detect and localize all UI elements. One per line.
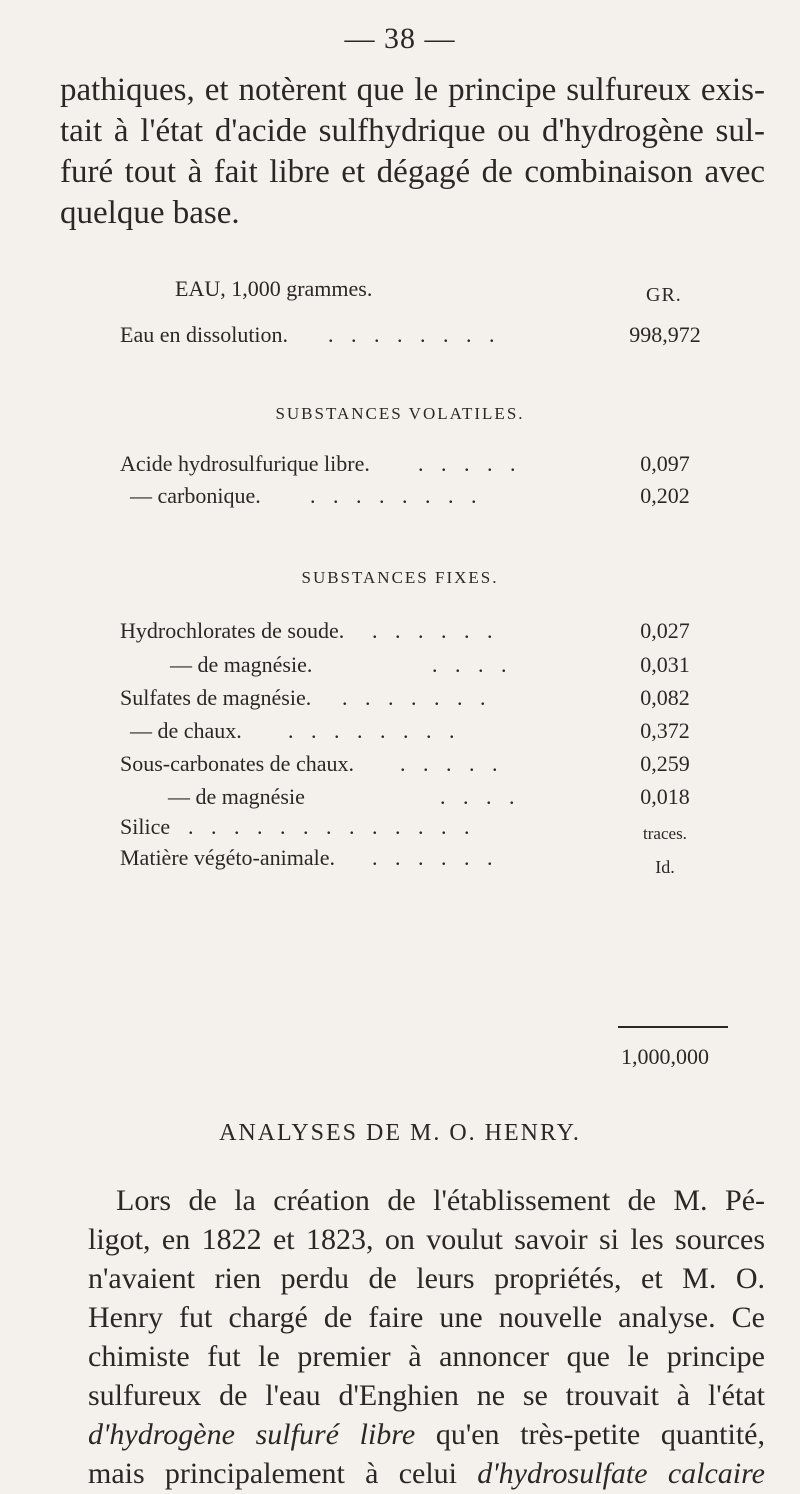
table-row bbox=[0, 322, 800, 350]
fixes-heading: SUBSTANCES FIXES. bbox=[301, 568, 499, 587]
row-label: — carbonique. bbox=[130, 483, 261, 508]
row-label: — de magnésie bbox=[168, 784, 305, 809]
table-row bbox=[0, 451, 800, 479]
table-header: EAU, 1,000 grammes. bbox=[175, 276, 373, 301]
row-label: — de chaux. bbox=[130, 718, 242, 743]
italic-phrase: d'hydrosulfate calcaire bbox=[477, 1457, 765, 1490]
row-label: — de magnésie. bbox=[170, 652, 313, 677]
volatiles-heading: SUBSTANCES VOLATILES. bbox=[275, 404, 525, 423]
row-value: traces. bbox=[643, 824, 687, 843]
intro-line: tait à l'état d'acide sulfhydrique ou d'hydrogène sul- bbox=[60, 113, 765, 149]
body-line-rest: qu'en très-petite quantité, bbox=[415, 1418, 765, 1451]
row-value: Id. bbox=[655, 857, 675, 877]
table-row bbox=[0, 845, 800, 877]
leader-dots: . . . . . . . . . . . . . bbox=[188, 814, 476, 839]
row-value: 0,082 bbox=[640, 685, 690, 710]
row-label: Eau en dissolution. bbox=[120, 322, 289, 347]
leader-dots: . . . . bbox=[440, 784, 521, 809]
table-row bbox=[0, 618, 800, 646]
intro-line: pathiques, et notèrent que le principe sulfureux exis- bbox=[60, 72, 765, 108]
row-label: Matière végéto-animale. bbox=[120, 845, 336, 870]
intro-line: quelque base. bbox=[60, 195, 240, 231]
page-number: — 38 — bbox=[344, 22, 456, 55]
leader-dots: . . . . . bbox=[400, 751, 504, 776]
unit-label: GR. bbox=[646, 284, 682, 306]
body-line: Lors de la création de l'établissement de M. Pé- bbox=[116, 1184, 765, 1217]
italic-phrase: d'hydrogène sulfuré libre bbox=[88, 1418, 416, 1451]
leader-dots: . . . . . . . . bbox=[288, 718, 461, 743]
body-line: sulfureux de l'eau d'Enghien ne se trouvait à l'état bbox=[88, 1379, 765, 1412]
leader-dots: . . . . . bbox=[418, 451, 522, 476]
table-row bbox=[0, 652, 800, 680]
intro-paragraph bbox=[60, 70, 765, 234]
body-line bbox=[88, 1415, 765, 1454]
row-label: Silice bbox=[120, 814, 171, 839]
intro-line: furé tout à fait libre et dégagé de combinaison avec bbox=[60, 154, 765, 190]
body-line: Henry fut chargé de faire une nouvelle analyse. Ce bbox=[88, 1301, 765, 1334]
row-value: 0,018 bbox=[640, 784, 690, 809]
table-row bbox=[0, 751, 800, 779]
total-rule bbox=[618, 1026, 728, 1028]
table-row bbox=[0, 784, 800, 812]
table-row bbox=[0, 483, 800, 511]
body-line: ligot, en 1822 et 1823, on voulut savoir si les sources bbox=[88, 1223, 765, 1256]
leader-dots: . . . . bbox=[432, 652, 513, 677]
body-paragraph bbox=[88, 1181, 765, 1493]
row-value: 0,202 bbox=[640, 483, 690, 508]
row-value: 0,031 bbox=[640, 652, 690, 677]
table-row bbox=[0, 685, 800, 713]
row-value: 0,372 bbox=[640, 718, 690, 743]
row-value: 998,972 bbox=[629, 322, 701, 347]
leader-dots: . . . . . . . . bbox=[328, 322, 501, 347]
row-value: 0,259 bbox=[640, 751, 690, 776]
body-line: chimiste fut le premier à annoncer que le principe bbox=[88, 1340, 765, 1373]
body-line bbox=[88, 1454, 765, 1493]
body-line-start: mais principalement à celui bbox=[88, 1457, 478, 1490]
table-total: 1,000,000 bbox=[621, 1044, 709, 1069]
leader-dots: . . . . . . . . bbox=[310, 483, 483, 508]
row-value: 0,097 bbox=[640, 451, 690, 476]
row-value: 0,027 bbox=[640, 618, 690, 643]
leader-dots: . . . . . . . bbox=[342, 685, 492, 710]
row-label: Sulfates de magnésie. bbox=[120, 685, 312, 710]
table-row bbox=[0, 718, 800, 746]
row-label: Acide hydrosulfurique libre. bbox=[120, 451, 370, 476]
leader-dots: . . . . . . bbox=[372, 618, 499, 643]
leader-dots: . . . . . . bbox=[372, 845, 499, 870]
row-label: Hydrochlorates de soude. bbox=[120, 618, 345, 643]
row-label: Sous-carbonates de chaux. bbox=[120, 751, 354, 776]
table-row bbox=[0, 814, 800, 842]
section-title: ANALYSES DE M. O. HENRY. bbox=[219, 1120, 581, 1146]
body-line: n'avaient rien perdu de leurs propriétés, et M. O. bbox=[88, 1262, 765, 1295]
